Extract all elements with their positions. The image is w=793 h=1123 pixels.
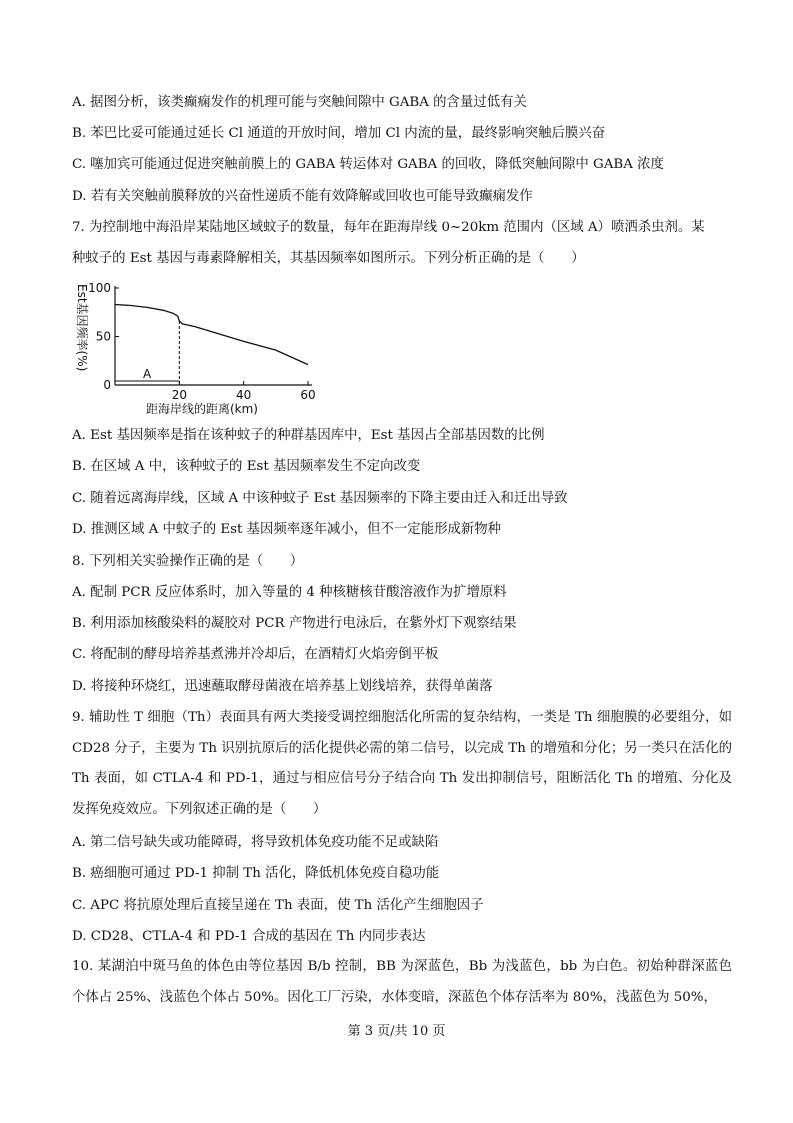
q6-option-c: C. 噻加宾可能通过促进突触前膜上的 GABA 转运体对 GABA 的回收，降低突触间隙中 GABA 浓度 — [72, 157, 664, 172]
q9-option-b: B. 癌细胞可通过 PD-1 抑制 Th 活化，降低机体免疫自稳功能 — [72, 866, 440, 881]
x-tick-label: 60 — [300, 388, 316, 402]
q9-option-a: A. 第二信号缺失或功能障碍，将导致机体免疫功能不足或缺陷 — [72, 835, 439, 850]
q10-stem: 10. 某湖泊中斑马鱼的体色由等位基因 B/b 控制，BB 为深蓝色，Bb 为浅蓝色，bb 为白色。初始种群深蓝色个体占 25%、浅蓝色个体占 50%。因化工厂污染，水体变暗，深蓝色个体存活率为 80%，浅蓝色为 50%， — [72, 959, 732, 1005]
y-axis-label: Est基因频率(%) — [75, 284, 89, 372]
q9-option-c: C. APC 将抗原处理后直接呈递在 Th 表面，使 Th 活化产生细胞因子 — [72, 898, 484, 913]
q8-option-d: D. 将接种环烧红，迅速蘸取酵母菌液在培养基上划线培养，获得单菌落 — [72, 679, 493, 694]
y-tick-label: 0 — [103, 378, 111, 392]
y-tick-label: 100 — [88, 281, 111, 295]
q8-option-b: B. 利用添加核酸染料的凝胶对 PCR 产物进行电泳后，在紫外灯下观察结果 — [72, 616, 517, 631]
x-axis-label: 距海岸线的距离(km) — [145, 402, 259, 416]
q7-stem-line2: 种蚊子的 Est 基因与毒素降解相关，其基因频率如图所示。下列分析正确的是（ ） — [72, 251, 585, 266]
q7-option-b: B. 在区域 A 中，该种蚊子的 Est 基因频率发生不定向改变 — [72, 459, 421, 474]
q6-option-b: B. 苯巴比妥可能通过延长 Cl 通道的开放时间，增加 Cl 内流的量，最终影响突触后膜兴奋 — [72, 126, 606, 141]
x-tick-label: 40 — [236, 388, 252, 402]
est-frequency-line — [115, 305, 308, 365]
q6-option-a: A. 据图分析，该类癫痫发作的机理可能与突触间隙中 GABA 的含量过低有关 — [72, 95, 527, 110]
y-tick-label: 50 — [95, 329, 111, 344]
q7-stem-line1: 7. 为控制地中海沿岸某陆地区域蚊子的数量，每年在距海岸线 0~20km 范围内（区域 A）喷洒杀虫剂。某 — [72, 220, 705, 235]
page-footer: 第 3 页/共 10 页 — [347, 1024, 446, 1039]
chart-marks — [115, 305, 308, 386]
q7-option-c: C. 随着远离海岸线，区域 A 中该种蚊子 Est 基因频率的下降主要由迁入和迁出导致 — [72, 491, 568, 506]
q8-option-c: C. 将配制的酵母培养基煮沸并冷却后，在酒精灯火焰旁倒平板 — [72, 647, 439, 662]
q6-option-d: D. 若有关突触前膜释放的兴奋性递质不能有效降解或回收也可能导致癫痫发作 — [72, 189, 533, 204]
q9-option-d: D. CD28、CTLA-4 和 PD-1 合成的基因在 Th 内同步表达 — [72, 929, 426, 944]
q7-option-d: D. 推测区域 A 中蚊子的 Est 基因频率逐年减小，但不一定能形成新物种 — [72, 522, 502, 537]
q8-stem: 8. 下列相关实验操作正确的是（ ） — [72, 554, 304, 569]
q8-option-a: A. 配制 PCR 反应体系时，加入等量的 4 种核糖核苷酸溶液作为扩增原料 — [72, 585, 507, 600]
q9-stem: 9. 辅助性 T 细胞（Th）表面具有两大类接受调控细胞活化所需的复杂结构，一类是 Th 细胞膜的必要组分，如 CD28 分子，主要为 Th 识别抗原后的活化提供必需的第二信号，以完成 Th 的增殖和分化；另一类只在活化的 Th 表面，如 CTLA-4 和 PD-1，通过与相应信号分子结合向 Th 发出抑制信号，阻断活化 Th 的增殖、分化及发挥免疫效应。下列叙述正确的是（ ） — [72, 710, 732, 817]
est-frequency-chart — [72, 278, 332, 424]
axes — [88, 281, 316, 402]
region-a-label: A — [143, 367, 152, 381]
x-tick-label: 20 — [171, 388, 187, 402]
q7-option-a: A. Est 基因频率是指在该种蚊子的种群基因库中，Est 基因占全部基因数的比例 — [72, 428, 545, 443]
